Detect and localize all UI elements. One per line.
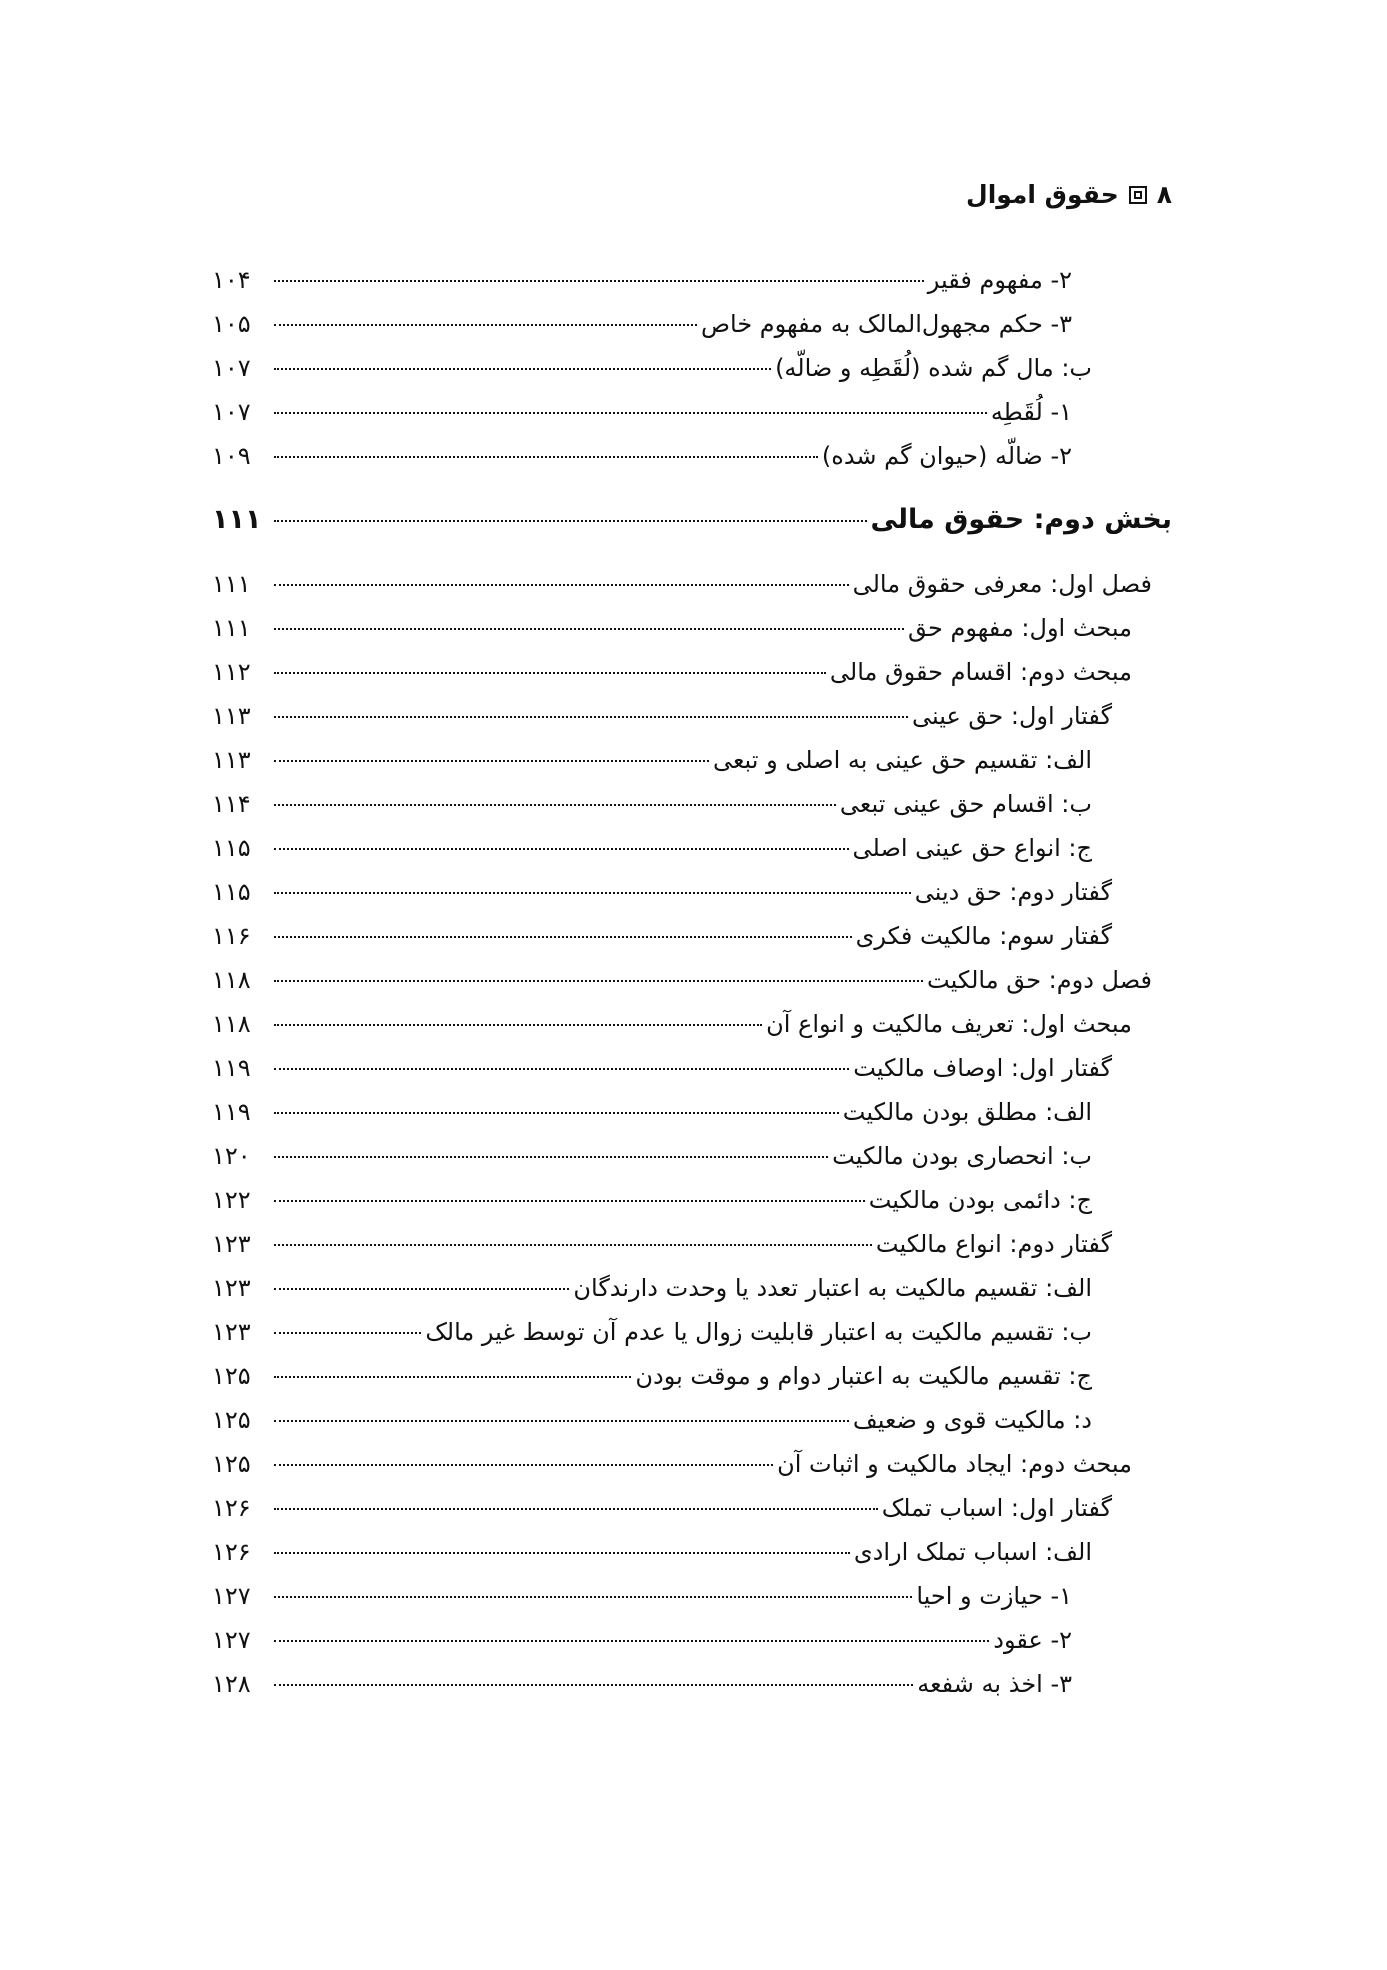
toc-entry-title: ۳- اخذ به شفعه (917, 1670, 1072, 1698)
toc-entry-title: ۱- حیازت و احیا (916, 1582, 1072, 1610)
toc-entry (212, 1006, 1172, 1042)
toc-entry-page: ۱۲۶ (212, 1494, 251, 1522)
toc-dot-leader (274, 324, 697, 326)
toc-dot-leader (274, 980, 923, 982)
toc-entry-title: ج: انواع حق عینی اصلی (852, 834, 1092, 862)
toc-entry-page: ۱۱۸ (212, 1010, 251, 1038)
toc-entry-page: ۱۱۸ (212, 966, 251, 994)
toc-entry-title: فصل اول: معرفی حقوق مالی (852, 570, 1152, 598)
toc-entry-page: ۱۱۲ (212, 658, 251, 686)
toc-entry (212, 786, 1172, 822)
toc-entry-title: ب: انحصاری بودن مالکیت (832, 1142, 1092, 1170)
toc-entry (212, 874, 1172, 910)
toc-entry-title: ج: تقسیم مالکیت به اعتبار دوام و موقت بودن (635, 1362, 1092, 1390)
page-header (966, 180, 1172, 209)
toc-entry-page: ۱۱۹ (212, 1054, 251, 1082)
toc-dot-leader (274, 1508, 878, 1510)
toc-dot-leader (274, 1024, 762, 1026)
toc-entry (212, 1578, 1172, 1614)
toc-entry (212, 566, 1172, 602)
toc-entry (212, 262, 1172, 298)
toc-entry-page: ۱۲۵ (212, 1450, 251, 1478)
toc-dot-leader (274, 1068, 849, 1070)
toc-entry-page: ۱۱۵ (212, 834, 251, 862)
square-box-icon (1129, 186, 1147, 204)
toc-entry (212, 1182, 1172, 1218)
toc-dot-leader (274, 936, 852, 938)
toc-dot-leader (274, 848, 849, 850)
toc-dot-leader (274, 1332, 421, 1334)
toc-entry-page: ۱۲۵ (212, 1406, 251, 1434)
toc-entry (212, 350, 1172, 386)
toc-dot-leader (274, 1288, 569, 1290)
toc-entry (212, 1622, 1172, 1658)
toc-dot-leader (274, 1464, 773, 1466)
toc-entry-page: ۱۱۱ (212, 504, 262, 535)
toc-entry-page: ۱۲۷ (212, 1626, 251, 1654)
book-title: حقوق اموال (966, 180, 1119, 209)
toc-entry-page: ۱۲۶ (212, 1538, 251, 1566)
toc-dot-leader (274, 1112, 839, 1114)
toc-entry (212, 742, 1172, 778)
toc-entry-title: ۲- عقود (993, 1626, 1072, 1654)
toc-entry-title: ۲- ضالّه (حیوان گم شده) (821, 442, 1072, 470)
toc-dot-leader (274, 520, 867, 522)
toc-entry (212, 698, 1172, 734)
toc-entry-title: مبحث اول: تعریف مالکیت و انواع آن (766, 1010, 1132, 1038)
toc-entry-title: گفتار اول: حق عینی (911, 702, 1112, 730)
toc-entry (212, 1666, 1172, 1702)
toc-entry-page: ۱۱۱ (212, 570, 251, 598)
toc-entry-title: الف: تقسیم مالکیت به اعتبار تعدد یا وحدت دارندگان (573, 1274, 1092, 1302)
toc-entry-page: ۱۱۳ (212, 702, 251, 730)
toc-entry-title: گفتار اول: اسباب تملک (881, 1494, 1112, 1522)
toc-entry-title: گفتار سوم: مالکیت فکری (855, 922, 1112, 950)
toc-entry-title: مبحث دوم: ایجاد مالکیت و اثبات آن (777, 1450, 1132, 1478)
toc-entry-title: گفتار دوم: حق دینی (914, 878, 1112, 906)
toc-dot-leader (274, 1640, 989, 1642)
toc-entry (212, 438, 1172, 474)
toc-dot-leader (274, 628, 904, 630)
toc-entry-title: د: مالکیت قوی و ضعیف (852, 1406, 1092, 1434)
toc-entry (212, 654, 1172, 690)
toc-entry-page: ۱۲۳ (212, 1274, 251, 1302)
toc-dot-leader (274, 1420, 849, 1422)
toc-dot-leader (274, 672, 826, 674)
toc-entry (212, 1358, 1172, 1394)
toc-entry-title: بخش دوم: حقوق مالی (870, 504, 1172, 535)
toc-dot-leader (274, 1552, 850, 1554)
toc-entry-page: ۱۰۴ (212, 266, 251, 294)
toc-entry-page: ۱۰۷ (212, 354, 251, 382)
toc-dot-leader (274, 716, 908, 718)
toc-entry-page: ۱۲۰ (212, 1142, 251, 1170)
toc-entry (212, 1402, 1172, 1438)
toc-entry-page: ۱۲۳ (212, 1318, 251, 1346)
toc-entry (212, 1138, 1172, 1174)
toc-dot-leader (274, 1156, 828, 1158)
toc-entry-title: ج: دائمی بودن مالکیت (868, 1186, 1092, 1214)
toc-entry-title: ب: تقسیم مالکیت به اعتبار قابلیت زوال یا عدم آن توسط غیر مالک (425, 1318, 1092, 1346)
toc-entry-page: ۱۱۴ (212, 790, 251, 818)
toc-entry-title: الف: اسباب تملک ارادی (853, 1538, 1092, 1566)
toc-entry-title: گفتار اول: اوصاف مالکیت (853, 1054, 1112, 1082)
toc-entry (212, 1270, 1172, 1306)
toc-entry-page: ۱۰۹ (212, 442, 251, 470)
toc-entry (212, 1446, 1172, 1482)
toc-entry-title: مبحث دوم: اقسام حقوق مالی (829, 658, 1132, 686)
toc-entry-title: ۱- لُقَطِه (990, 398, 1072, 426)
toc-entry-page: ۱۲۳ (212, 1230, 251, 1258)
toc-entry (212, 1050, 1172, 1086)
toc-entry (212, 1226, 1172, 1262)
toc-dot-leader (274, 584, 849, 586)
toc-entry-title: ب: مال گم شده (لُقَطِه و ضالّه) (775, 354, 1092, 382)
toc-entry-title: گفتار دوم: انواع مالکیت (875, 1230, 1112, 1258)
toc-entry-title: الف: مطلق بودن مالکیت (842, 1098, 1092, 1126)
toc-entry (212, 394, 1172, 430)
toc-entry-page: ۱۲۵ (212, 1362, 251, 1390)
toc-dot-leader (274, 1596, 912, 1598)
toc-dot-leader (274, 760, 709, 762)
toc-entry-page: ۱۱۹ (212, 1098, 251, 1126)
toc-entry (212, 1490, 1172, 1526)
toc-entry-page: ۱۲۲ (212, 1186, 251, 1214)
toc-entry-page: ۱۰۷ (212, 398, 251, 426)
toc-entry-title: ۲- مفهوم فقیر (927, 266, 1072, 294)
toc-entry-page: ۱۱۳ (212, 746, 251, 774)
toc-entry (212, 830, 1172, 866)
toc-dot-leader (274, 280, 924, 282)
toc-dot-leader (274, 1684, 913, 1686)
toc-entry (212, 610, 1172, 646)
toc-entry (212, 962, 1172, 998)
toc-dot-leader (274, 892, 911, 894)
toc-entry (212, 1314, 1172, 1350)
toc-entry (212, 918, 1172, 954)
toc-entry-page: ۱۲۷ (212, 1582, 251, 1610)
toc-entry-title: الف: تقسیم حق عینی به اصلی و تبعی (712, 746, 1092, 774)
toc-dot-leader (274, 456, 818, 458)
toc-dot-leader (274, 1200, 865, 1202)
toc-entry (212, 306, 1172, 342)
toc-entry-title: ۳- حکم مجهول‌المالک به مفهوم خاص (701, 310, 1072, 338)
toc-entry (212, 1094, 1172, 1130)
toc-entry-page: ۱۰۵ (212, 310, 251, 338)
toc-entry-page: ۱۱۶ (212, 922, 251, 950)
toc-dot-leader (274, 1244, 872, 1246)
toc-entry-title: مبحث اول: مفهوم حق (908, 614, 1132, 642)
toc-dot-leader (274, 804, 836, 806)
toc-entry-page: ۱۲۸ (212, 1670, 251, 1698)
toc-entry-page: ۱۱۱ (212, 614, 251, 642)
toc-dot-leader (274, 1376, 631, 1378)
toc-entry-page: ۱۱۵ (212, 878, 251, 906)
page-number: ۸ (1156, 180, 1172, 209)
toc-entry (212, 1534, 1172, 1570)
toc-dot-leader (274, 368, 771, 370)
toc-entry-title: ب: اقسام حق عینی تبعی (839, 790, 1092, 818)
toc-dot-leader (274, 412, 987, 414)
toc-entry-title: فصل دوم: حق مالکیت (927, 966, 1152, 994)
toc-entry (212, 502, 1172, 538)
